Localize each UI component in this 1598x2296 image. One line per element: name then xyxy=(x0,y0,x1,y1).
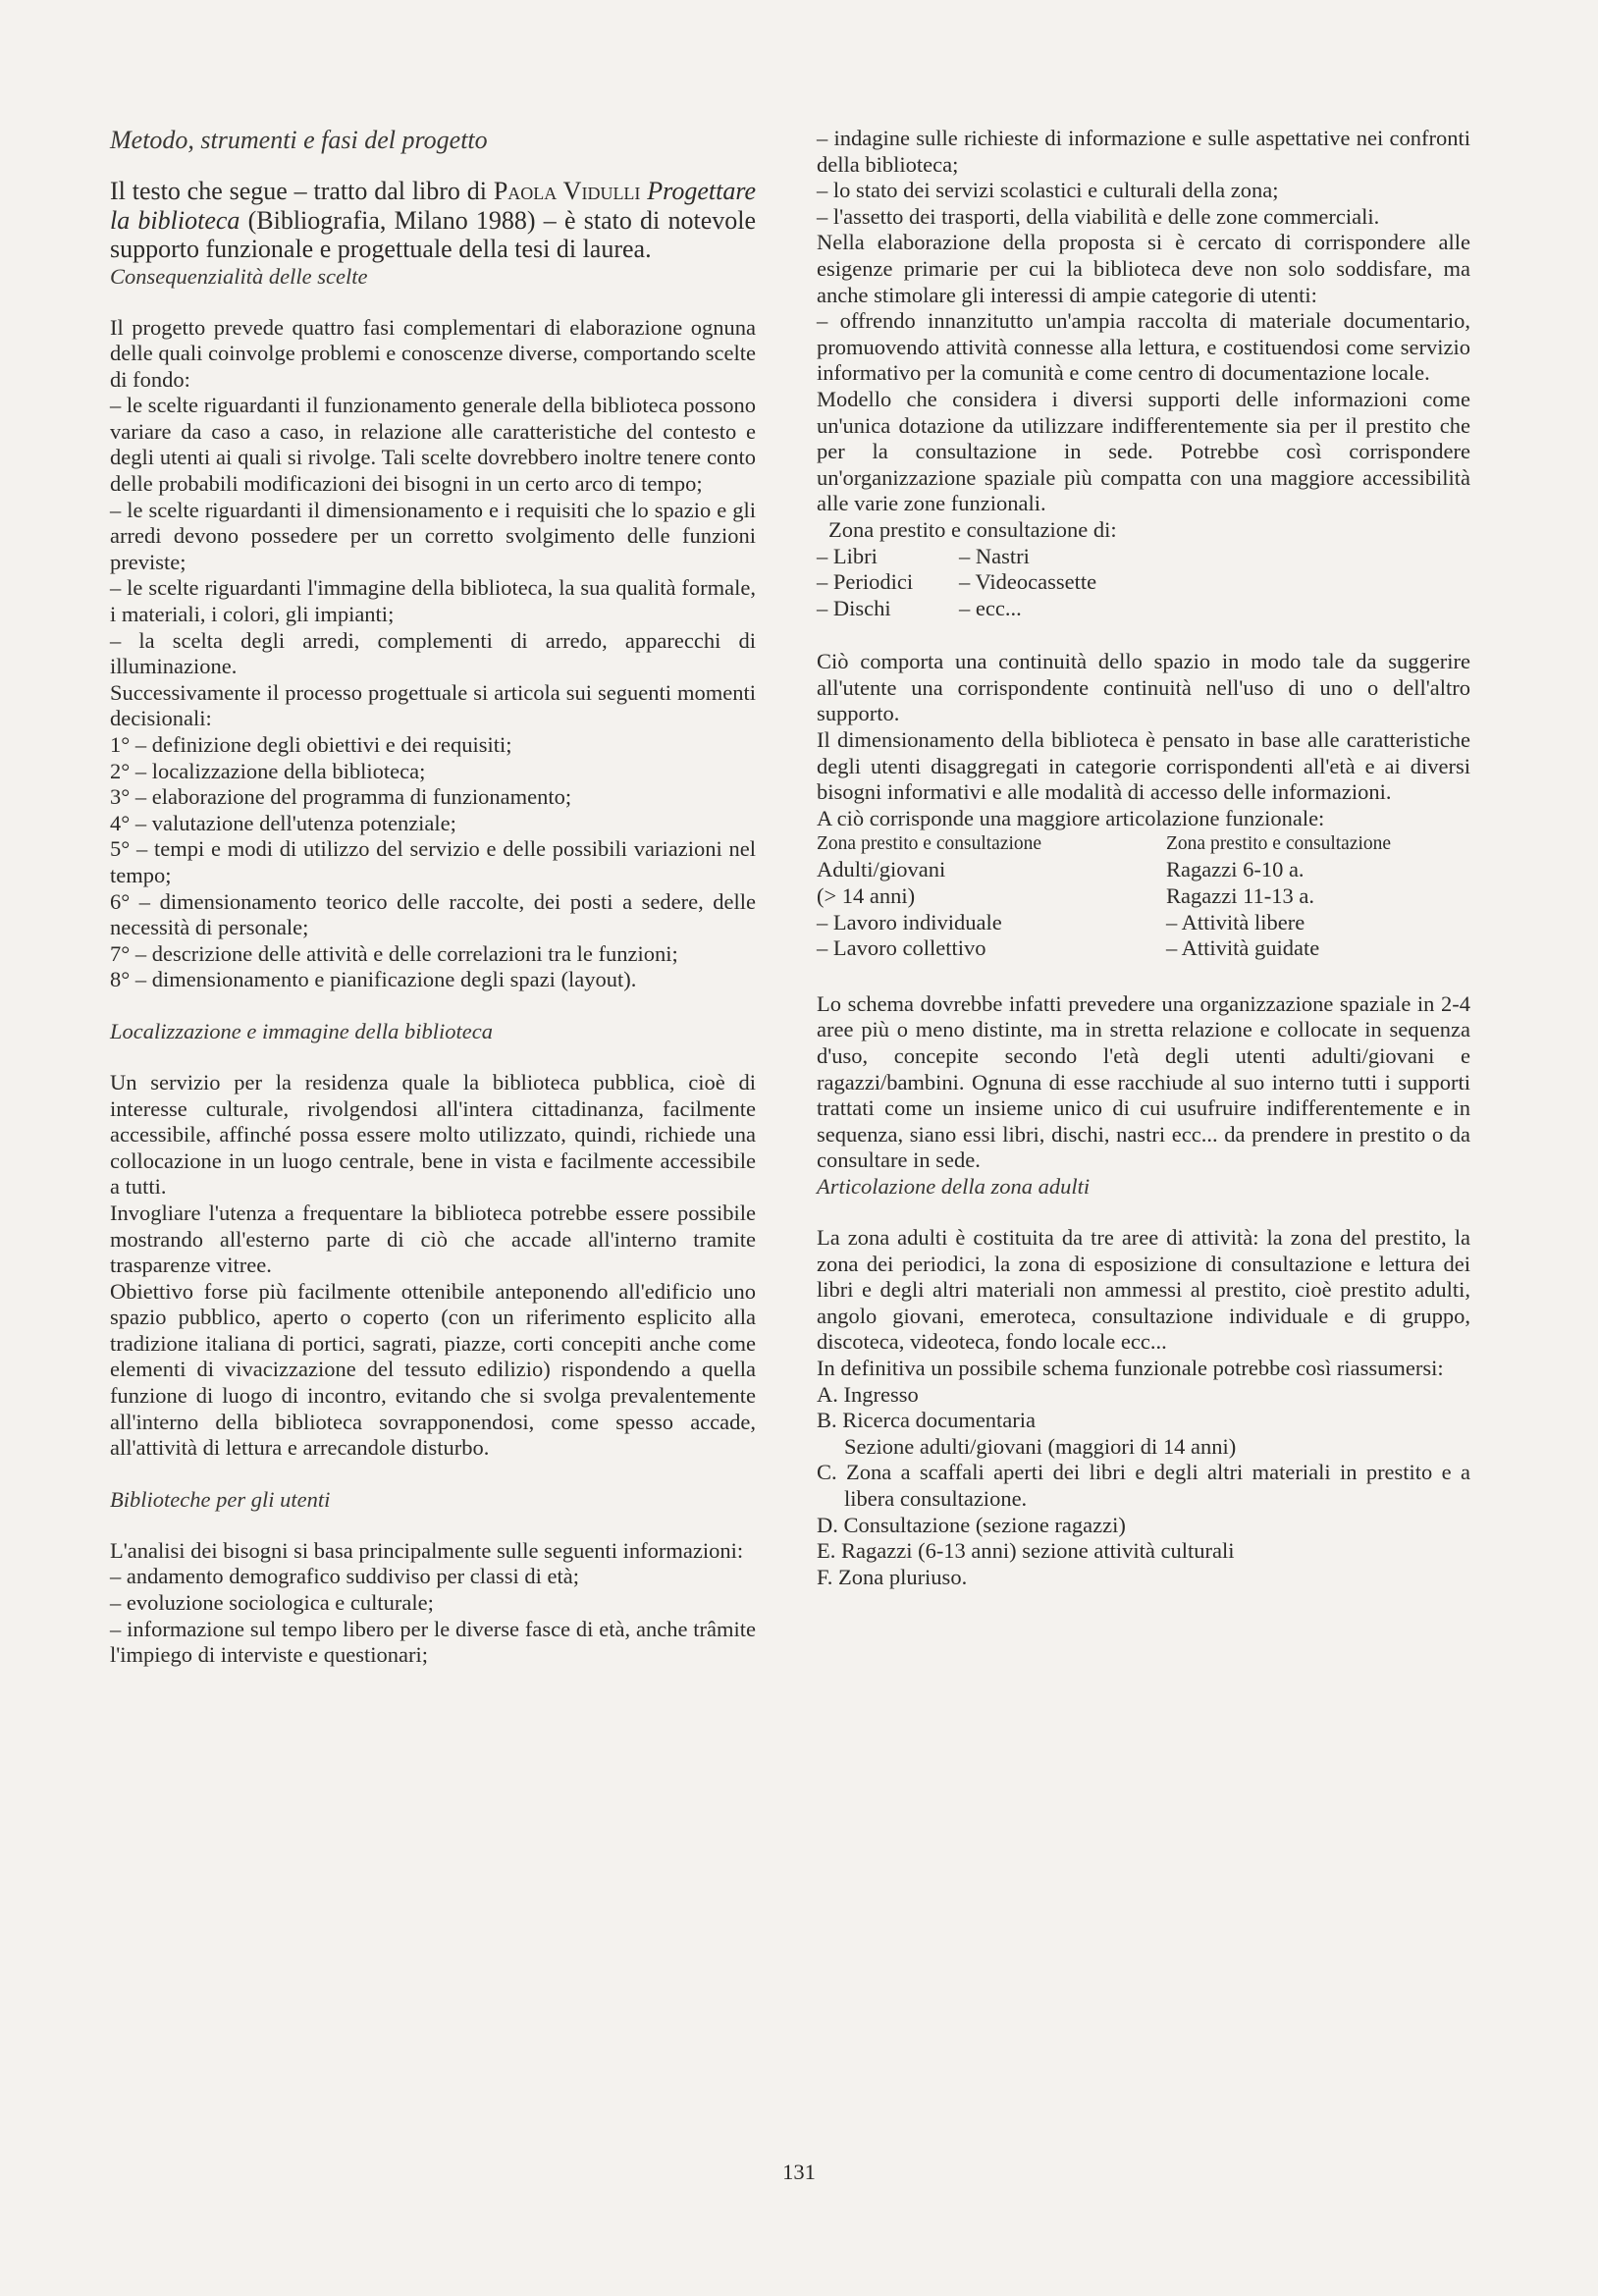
consequenzialita-item-2: – le scelte riguardanti il dimensionamento e i requisiti che lo spazio e gli arredi devono possedere per un corretto svolgimento delle funzioni previste; xyxy=(110,497,756,574)
heading-biblioteche: Biblioteche per gli utenti xyxy=(110,1486,331,1512)
schema-item: D. Consultazione (sezione ragazzi) xyxy=(817,1512,1126,1537)
biblioteche-paragraph-1: L'analisi dei bisogni si basa principalmente sulle seguenti informazioni: xyxy=(110,1537,744,1563)
table-cell: – Lavoro collettivo xyxy=(817,935,986,961)
table-cell: Zona prestito e consultazione xyxy=(1166,833,1392,855)
table-col-ragazzi xyxy=(1166,831,1470,961)
localizzazione-paragraph-2: Invogliare l'utenza a frequentare la biblioteca potrebbe essere possibile mostrando all'esterno parte di ciò che accade all'interno tramite trasparenze vitree. xyxy=(110,1200,756,1278)
biblioteche-paragraph-3: Modello che considera i diversi supporti delle informazioni come un'unica dotazione da utilizzare indifferentemente sia per il prestito che per la consultazione in sede. Potrebbe così corrispondere un'organizzazione spaziale più compatta con una maggiore accessibilità alle varie zone funzionali. xyxy=(817,386,1470,516)
articolazione-paragraph-2: In definitiva un possibile schema funzionale potrebbe così riassumersi: xyxy=(817,1355,1444,1380)
zona-heading: Zona prestito e consultazione di: xyxy=(828,516,1117,542)
table-cell: Zona prestito e consultazione xyxy=(817,833,1042,855)
zona-col2-item: – Nastri xyxy=(959,543,1030,568)
articolazione-paragraph-1: La zona adulti è costituita da tre aree di attività: la zona del prestito, la zona dei periodici, la zona di esposizione di consultazione e lettura dei libri e degli altri materiali non ammessi al prestito, cioè prestito adulti, angolo giovani, emeroteca, consultazione individuale e di gruppo, discoteca, videoteca, fondo locale ecc... xyxy=(817,1224,1470,1355)
page-number: 131 xyxy=(782,2160,816,2184)
heading-localizzazione: Localizzazione e immagine della biblioteca xyxy=(110,1018,493,1043)
schema-item: F. Zona pluriuso. xyxy=(817,1564,968,1589)
biblioteche-item-1: – andamento demografico suddiviso per classi di età; xyxy=(110,1564,579,1589)
step-2: 2° – localizzazione della biblioteca; xyxy=(110,758,426,783)
localizzazione-paragraph-1: Un servizio per la residenza quale la biblioteca pubblica, cioè di interesse culturale, rivolgendosi all'intera cittadinanza, facilmente accessibile, affinché possa essere molto utilizzato, quindi, richiede una collocazione in un luogo centrale, bene in vista e facilmente accessibile a tutti. xyxy=(110,1069,756,1200)
consequenzialita-item-1: – le scelte riguardanti il funzionamento generale della biblioteca possono variare da caso a caso, in relazione alle caratteristiche del contesto e degli utenti ai quali si rivolge. Tali scelte dovrebbero inoltre tenere conto delle probabili modificazioni dei bisogni in un certo arco di tempo; xyxy=(110,393,756,497)
table-cell: Adulti/giovani xyxy=(817,857,946,882)
consequenzialita-item-4: – la scelta degli arredi, complementi di arredo, apparecchi di illuminazione. xyxy=(110,627,756,679)
step-1: 1° – definizione degli obiettivi e dei requisiti; xyxy=(110,732,512,757)
zona-grid xyxy=(817,544,1470,622)
intro-author: Paola Vidulli xyxy=(493,177,641,205)
heading-consequenzialita: Consequenzialità delle scelte xyxy=(110,263,368,289)
intro-paragraph xyxy=(110,177,756,264)
localizzazione-paragraph-3: Obiettivo forse più facilmente ottenibile anteponendo all'edificio uno spazio pubblico, aperto o coperto (con un riferimento esplicito alla tradizione italiana di portici, sagrati, piazze, corti concepiti anche come elementi di vivacizzazione del tessuto edilizio) rispondendo a quella funzione di luogo di incontro, evitando che si svolga prevalentemente all'interno della biblioteca sovrapponendosi, come spesso accade, all'attività di lettura e arrecandole disturbo. xyxy=(110,1278,756,1461)
table-cell: – Attività guidate xyxy=(1166,935,1320,961)
zona-col1-item: – Libri xyxy=(817,543,878,568)
table-cell: (> 14 anni) xyxy=(817,883,916,909)
right-column xyxy=(817,126,1470,1590)
zona-paragraph-3: A ciò corrisponde una maggiore articolazione funzionale: xyxy=(817,805,1325,830)
table-cell: – Attività libere xyxy=(1166,909,1305,934)
step-8: 8° – dimensionamento e pianificazione degli spazi (layout). xyxy=(110,967,637,992)
schema-item: C. Zona a scaffali aperti dei libri e degli altri materiali in prestito e a libera consultazione. xyxy=(817,1460,1470,1511)
table-col-adulti xyxy=(817,831,1166,961)
zona-articolazione-table xyxy=(817,831,1470,961)
step-4: 4° – valutazione dell'utenza potenziale; xyxy=(110,810,456,835)
zona-paragraph-4: Lo schema dovrebbe infatti prevedere una organizzazione spaziale in 2-4 aree più o meno distinte, ma in stretta relazione e collocate in sequenza d'uso, concepite secondo l'età degli utenti adulti/giovani e ragazzi/bambini. Ognuna di esse racchiude al suo interno tutti i supporti trattati come un insieme unico di cui usufruire indifferentemente e in sequenza, siano essi libri, dischi, nastri ecc... da prendere in prestito o da consultare in sede. xyxy=(817,990,1470,1173)
zona-supports-list xyxy=(817,517,1470,621)
biblioteche-item-6: – l'assetto dei trasporti, della viabilità e delle zone commerciali. xyxy=(817,203,1380,229)
schema-item: Sezione adulti/giovani (maggiori di 14 anni) xyxy=(844,1433,1237,1459)
article-title: Metodo, strumenti e fasi del progetto xyxy=(110,126,488,154)
biblioteche-item-4: – indagine sulle richieste di informazione e sulle aspettative nei confronti della biblioteca; xyxy=(817,126,1470,177)
zona-col1-item: – Dischi xyxy=(817,595,891,620)
zona-paragraph-1: Ciò comporta una continuità dello spazio in modo tale da suggerire all'utente una corrispondente continuità nell'uso di uno o dell'altro supporto. xyxy=(817,649,1470,726)
step-7: 7° – descrizione delle attività e delle correlazioni tra le funzioni; xyxy=(110,940,678,966)
table-cell: Ragazzi 11-13 a. xyxy=(1166,883,1314,909)
table-cell: – Lavoro individuale xyxy=(817,909,1002,934)
consequenzialita-paragraph-2: Successivamente il processo progettuale si articola sui seguenti momenti decisionali: xyxy=(110,679,756,731)
table-cell: Ragazzi 6-10 a. xyxy=(1166,857,1305,882)
intro-text-start: Il testo che segue – tratto dal libro di xyxy=(110,177,494,205)
biblioteche-item-2: – evoluzione sociologica e culturale; xyxy=(110,1590,434,1616)
step-6: 6° – dimensionamento teorico delle raccolte, dei posti a sedere, delle necessità di personale; xyxy=(110,888,756,940)
biblioteche-item-5: – lo stato dei servizi scolastici e culturali della zona; xyxy=(817,178,1279,203)
zona-col1-item: – Periodici xyxy=(817,569,914,595)
consequenzialita-paragraph-1: Il progetto prevede quattro fasi complementari di elaborazione ognuna delle quali coinvolge problemi e conoscenze diverse, comportando scelte di fondo: xyxy=(110,314,756,392)
left-column xyxy=(110,126,756,1669)
biblioteche-paragraph-2-item: – offrendo innanzitutto un'ampia raccolta di materiale documentario, promuovendo attività connesse alla lettura, e costituendosi come servizio informativo per la comunità e come centro di documentazione locale. xyxy=(817,308,1470,386)
schema-list xyxy=(817,1382,1470,1591)
step-5: 5° – tempi e modi di utilizzo del servizio e delle possibili variazioni nel tempo; xyxy=(110,836,756,887)
intro-text-end: (Bibliografia, Milano 1988) – è stato di notevole supporto funzionale e progettuale della tesi di laurea. xyxy=(110,205,756,263)
intro-book-title: Progettare la biblioteca xyxy=(110,177,757,235)
zona-col2-item: – Videocassette xyxy=(959,569,1097,595)
schema-item: E. Ragazzi (6-13 anni) sezione attività culturali xyxy=(817,1538,1235,1564)
step-3: 3° – elaborazione del programma di funzionamento; xyxy=(110,784,572,810)
consequenzialita-item-3: – le scelte riguardanti l'immagine della biblioteca, la sua qualità formale, i materiali, i colori, gli impianti; xyxy=(110,575,756,627)
schema-item: B. Ricerca documentaria xyxy=(817,1408,1037,1433)
heading-articolazione: Articolazione della zona adulti xyxy=(817,1173,1091,1199)
biblioteche-paragraph-2: Nella elaborazione della proposta si è cercato di corrispondere alle esigenze primarie per cui la biblioteca deve non solo soddisfare, ma anche stimolare gli interessi di ampie categorie di utenti: xyxy=(817,230,1470,307)
schema-item: A. Ingresso xyxy=(817,1381,919,1407)
zona-paragraph-2: Il dimensionamento della biblioteca è pensato in base alle caratteristiche degli utenti disaggregati in categorie corrispondenti all'età e ai diversi bisogni informativi e alle modalità di accesso delle informazioni. xyxy=(817,727,1470,805)
biblioteche-item-3: – informazione sul tempo libero per le diverse fasce di età, anche trâmite l'impiego di interviste e questionari; xyxy=(110,1616,756,1668)
zona-col2-item: – ecc... xyxy=(959,595,1022,620)
